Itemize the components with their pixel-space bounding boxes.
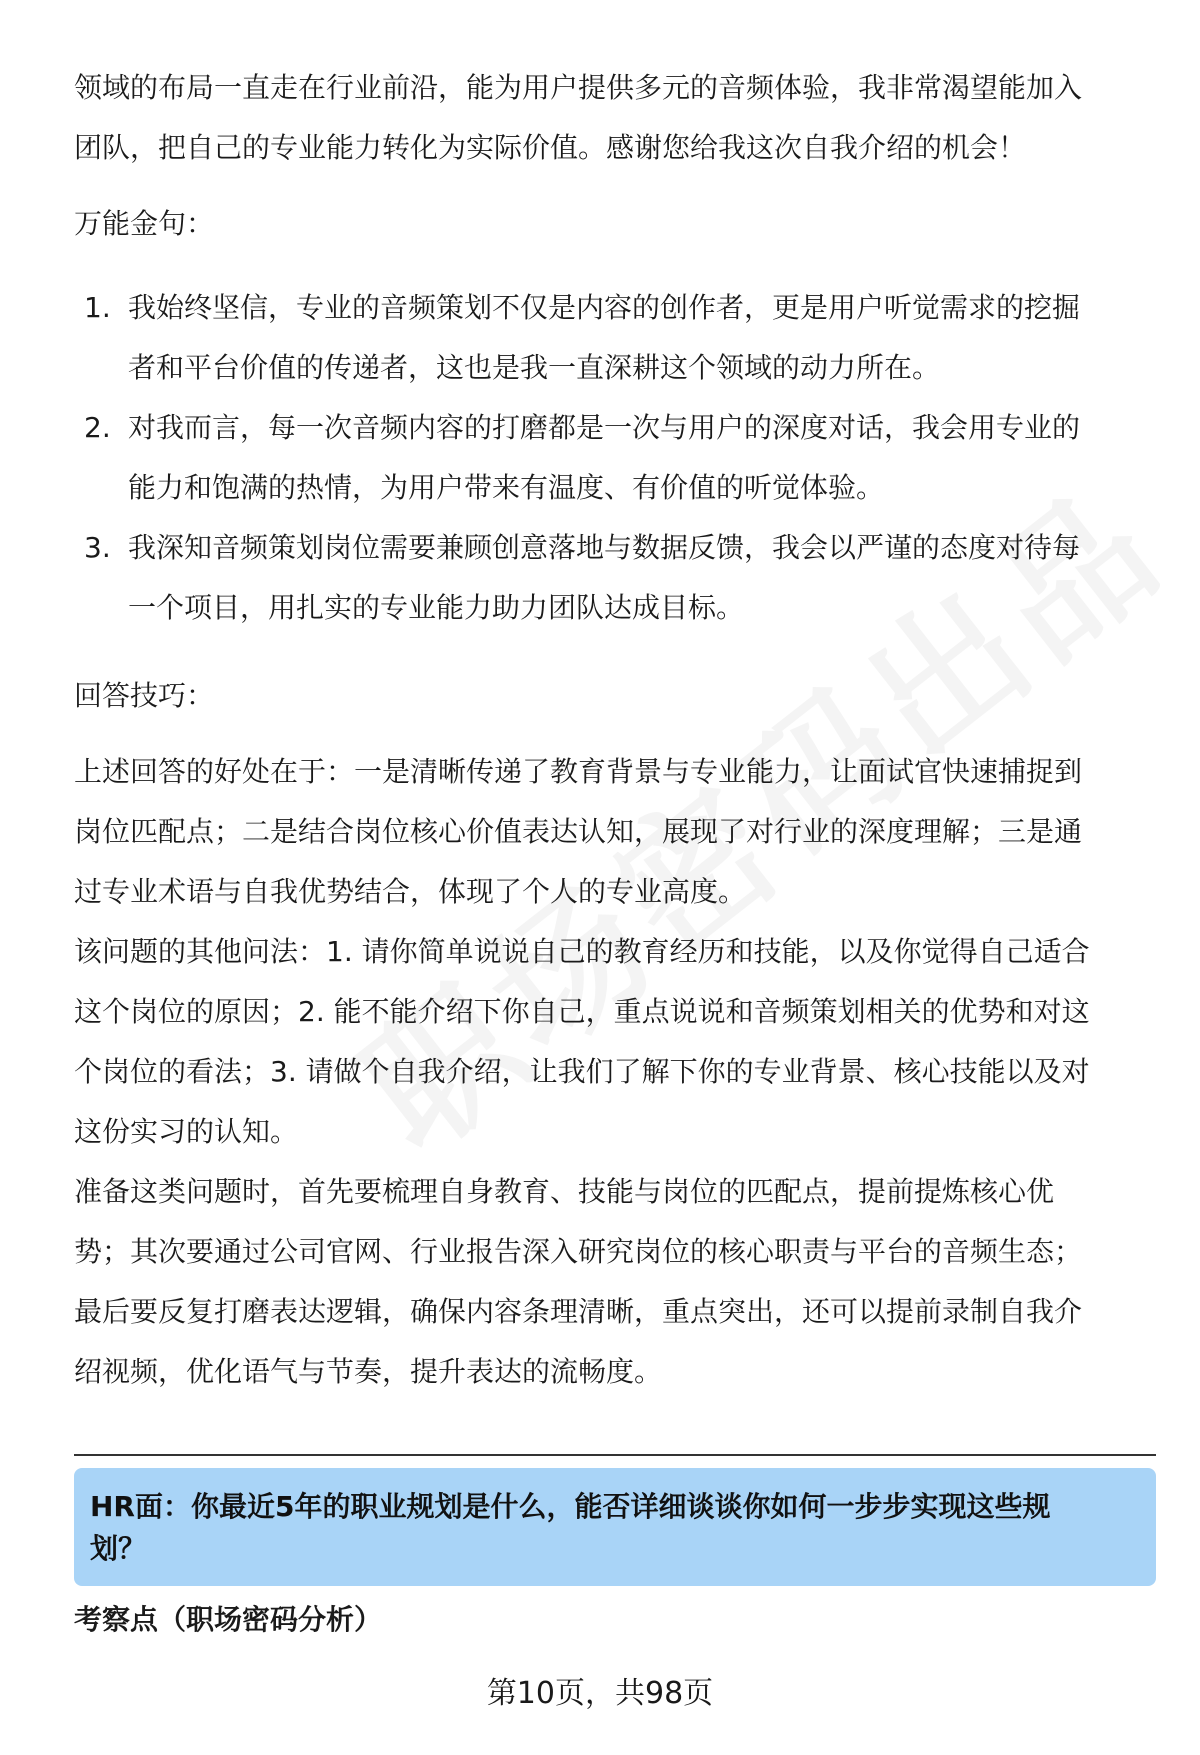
list-item-line: 我始终坚信，专业的音频策划不仅是内容的创作者，更是用户听觉需求的挖掘 <box>128 291 1081 324</box>
list-item-line: 能力和饱满的热情，为用户带来有温度、有价值的听觉体验。 <box>128 471 885 504</box>
list-item-number: 1. <box>84 291 111 324</box>
hr-question-box <box>74 1468 1156 1586</box>
tips-paragraph-preparation <box>74 1162 1156 1402</box>
tips-paragraph-alternatives <box>74 922 1156 1162</box>
list-item-line: 我深知音频策划岗位需要兼顾创意落地与数据反馈，我会以严谨的态度对待每 <box>128 531 1081 564</box>
document-page <box>74 58 1156 1642</box>
golden-sentences-heading: 万能金句： <box>74 207 215 240</box>
question-line-2: 划？ <box>90 1532 147 1565</box>
tips-paragraph-benefits <box>74 742 1156 922</box>
golden-sentences-list <box>74 278 1156 638</box>
list-item-line: 对我而言，每一次音频内容的打磨都是一次与用户的深度对话，我会用专业的 <box>128 411 1081 444</box>
text-line: 上述回答的好处在于：一是清晰传递了教育背景与专业能力，让面试官快速捕捉到 <box>74 755 1083 788</box>
list-item-number: 3. <box>84 531 111 564</box>
intro-line-2: 团队，把自己的专业能力转化为实际价值。感谢您给我这次自我介绍的机会！ <box>74 131 1027 164</box>
exam-point-heading: 考察点（职场密码分析） <box>74 1603 383 1636</box>
list-item <box>74 518 1156 638</box>
text-line: 该问题的其他问法：1. 请你简单说说自己的教育经历和技能，以及你觉得自己适合 <box>74 935 1090 968</box>
text-line: 过专业术语与自我优势结合，体现了个人的专业高度。 <box>74 875 747 908</box>
text-line: 个岗位的看法；3. 请做个自我介绍，让我们了解下你的专业背景、核心技能以及对 <box>74 1055 1090 1088</box>
tips-heading: 回答技巧： <box>74 679 215 712</box>
text-line: 这份实习的认知。 <box>74 1115 299 1148</box>
text-line: 岗位匹配点；二是结合岗位核心价值表达认知，展现了对行业的深度理解；三是通 <box>74 815 1083 848</box>
list-item <box>74 398 1156 518</box>
page-number: 第10页，共98页 <box>486 1676 714 1711</box>
text-line: 势；其次要通过公司官网、行业报告深入研究岗位的核心职责与平台的音频生态； <box>74 1235 1083 1268</box>
text-line: 这个岗位的原因；2. 能不能介绍下你自己，重点说说和音频策划相关的优势和对这 <box>74 995 1090 1028</box>
list-item-number: 2. <box>84 411 111 444</box>
list-item-line: 者和平台价值的传递者，这也是我一直深耕这个领域的动力所在。 <box>128 351 941 384</box>
intro-paragraph <box>74 58 1156 178</box>
section-divider <box>74 1454 1156 1456</box>
text-line: 最后要反复打磨表达逻辑，确保内容条理清晰，重点突出，还可以提前录制自我介 <box>74 1295 1083 1328</box>
text-line: 准备这类问题时，首先要梳理自身教育、技能与岗位的匹配点，提前提炼核心优 <box>74 1175 1055 1208</box>
question-line-1: HR面：你最近5年的职业规划是什么，能否详细谈谈你如何一步步实现这些规 <box>90 1490 1051 1523</box>
list-item-line: 一个项目，用扎实的专业能力助力团队达成目标。 <box>128 591 745 624</box>
intro-line-1: 领域的布局一直走在行业前沿，能为用户提供多元的音频体验，我非常渴望能加入 <box>74 71 1083 104</box>
text-line: 绍视频，优化语气与节奏，提升表达的流畅度。 <box>74 1355 663 1388</box>
list-item <box>74 278 1156 398</box>
